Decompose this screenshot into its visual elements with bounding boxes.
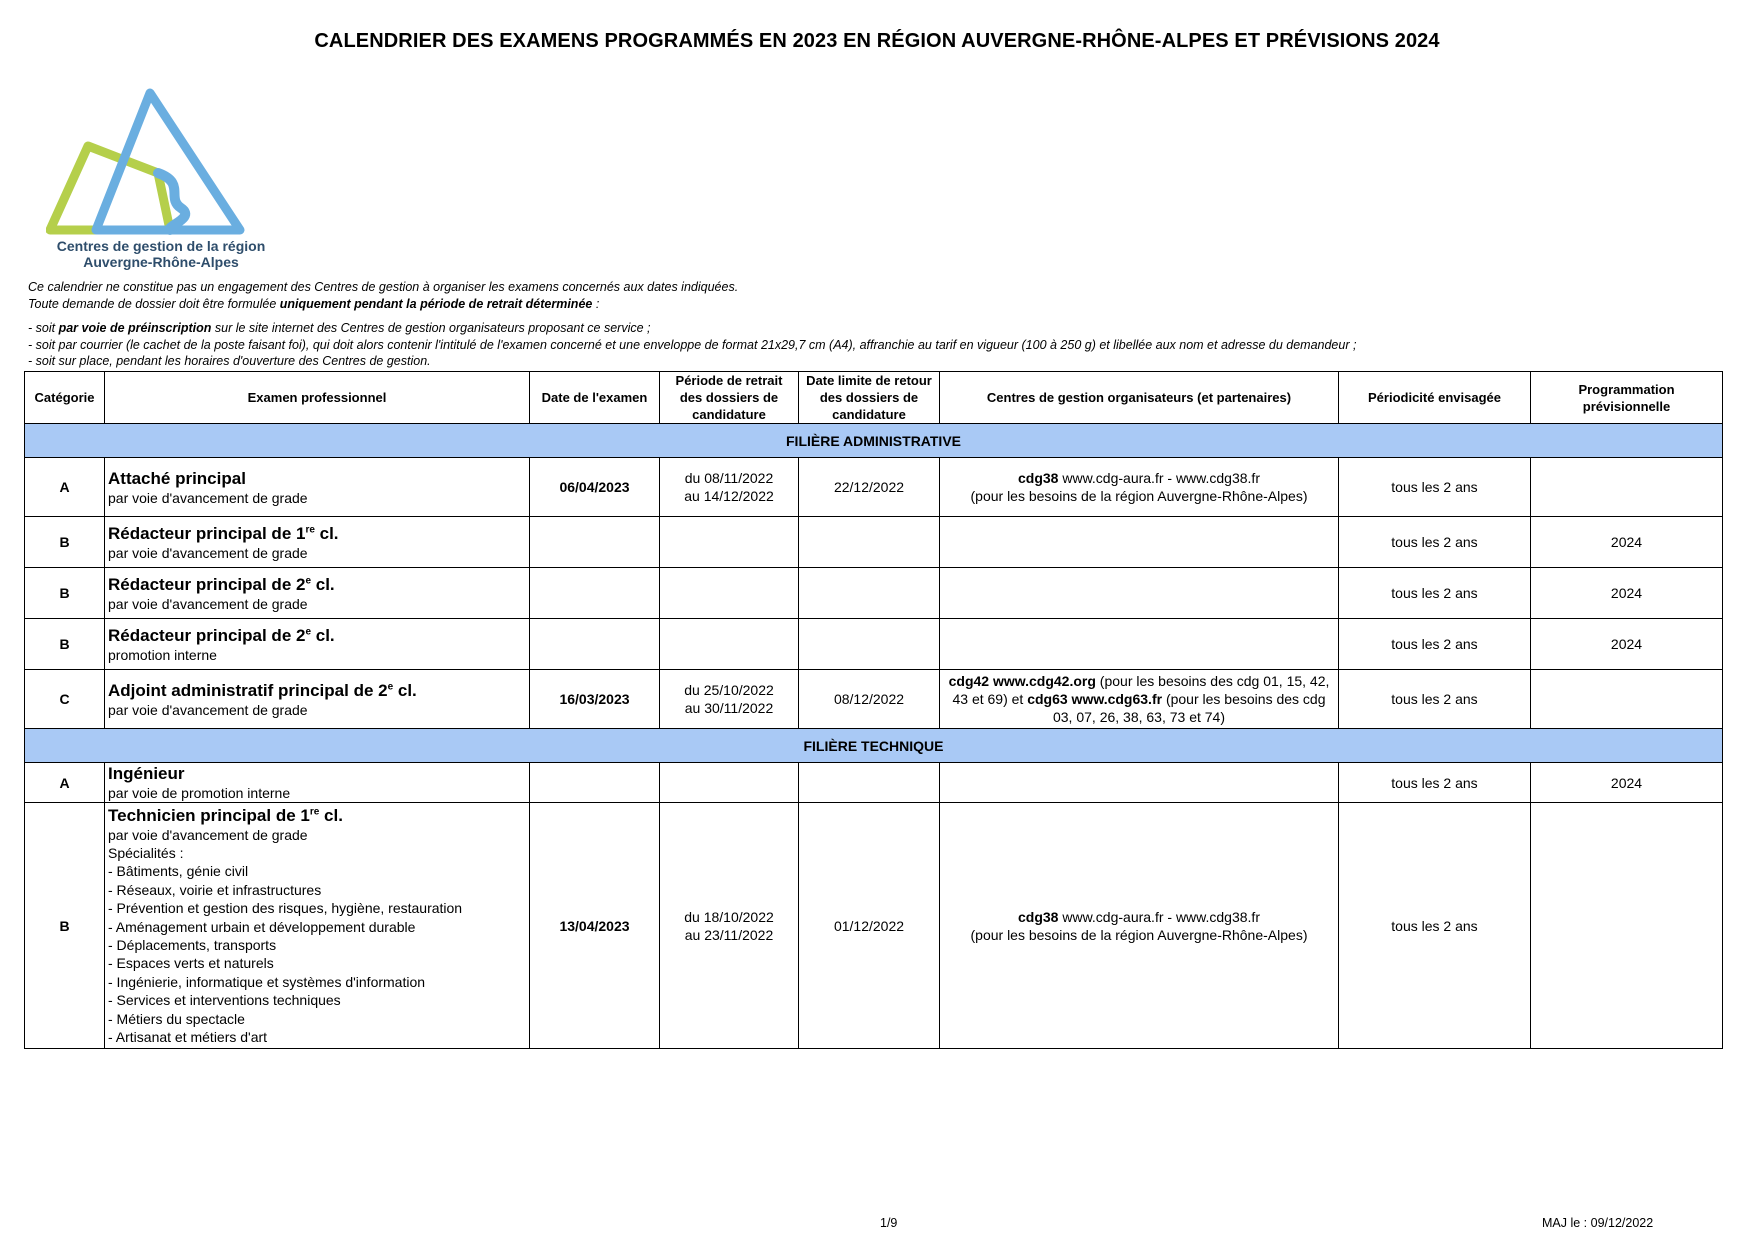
section-title: FILIÈRE TECHNIQUE (25, 729, 1723, 763)
header-cell: Examen professionnel (105, 372, 530, 424)
specialty-item: - Prévention et gestion des risques, hygiène, restauration (108, 900, 463, 917)
table-row: A Attaché principal par voie d'avancement de grade 06/04/2023 du 08/11/2022 au 14/12/2022 22/12/2022 cdg38 www.cdg-aura.fr - www.cdg38.fr (pour les besoins de la région Auvergne-Rhône-Alpes) tous les 2 ans (25, 458, 1723, 517)
specialty-item: - Bâtiments, génie civil (108, 863, 249, 880)
page-title: CALENDRIER DES EXAMENS PROGRAMMÉS EN 2023 EN RÉGION AUVERGNE-RHÔNE-ALPES ET PRÉVISIONS 2024 (314, 30, 1440, 52)
section-row (25, 424, 1723, 458)
table-header-row (25, 372, 1723, 424)
section-title: FILIÈRE ADMINISTRATIVE (25, 424, 1723, 458)
header-cell: Date de l'examen (530, 372, 660, 424)
specialty-item: - Métiers du spectacle (108, 1010, 245, 1027)
header-cell: Catégorie (25, 372, 105, 424)
specialty-item: - Artisanat et métiers d'art (108, 1029, 268, 1046)
mountain-logo-icon (46, 88, 276, 238)
header-cell: Date limite de retour des dossiers de candidature (799, 372, 940, 424)
table-row: B Rédacteur principal de 2e cl. promotion interne tous les 2 ans 2024 (25, 619, 1723, 670)
header-cell: Programmation prévisionnelle (1531, 372, 1723, 424)
specialty-item: - Espaces verts et naturels (108, 955, 274, 972)
specialty-item: - Services et interventions techniques (108, 992, 341, 1009)
table-row: B Rédacteur principal de 1re cl. par voie d'avancement de grade tous les 2 ans 2024 (25, 517, 1723, 568)
section-row (25, 729, 1723, 763)
page-number: 1/9 (880, 1216, 898, 1230)
exam-calendar-table (24, 371, 1723, 1049)
logo (46, 88, 276, 273)
header-cell: Période de retrait des dossiers de candidature (660, 372, 799, 424)
specialty-item: - Déplacements, transports (108, 937, 277, 953)
header-cell: Centres de gestion organisateurs (et partenaires) (940, 372, 1339, 424)
table-row: B Rédacteur principal de 2e cl. par voie d'avancement de grade tous les 2 ans 2024 (25, 568, 1723, 619)
header-cell: Périodicité envisagée (1339, 372, 1531, 424)
specialty-item: - Ingénierie, informatique et systèmes d'information (108, 973, 426, 990)
table-row: B Technicien principal de 1re cl. par voie d'avancement de grade Spécialités : - Bâtiments, génie civil - Réseaux, voirie et infrastructures - Prévention et gestion des risques, hygiène, restauration - Aménagement urbain et développement durable - Déplacements, transports - Espaces verts et naturels - Ingénierie, informatique et systèmes d'information - Services et interventions techniques - Métiers du spectacle - Artisanat et métiers d'art 13/04/2023 du 18/10/2022 au 23/11/2022 01/12/2022 cdg38 www.cdg-aura.fr - www.cdg38.fr (pour les besoins de la région Auvergne-Rhône-Alpes) tous les 2 ans (25, 803, 1723, 1049)
intro-text: Ce calendrier ne constitue pas un engagement des Centres de gestion à organiser les examens concernés aux dates indiquées. Toute demande de dossier doit être formulée uniquement pendant la période de retrait déterminée : - soit par voie de préinscription sur le site internet des Centres de gestion organisateurs proposant ce service ; - soit par courrier (le cachet de la poste faisant foi), qui doit alors contenir l'intitulé de l'examen concerné et une enveloppe de format 21x29,7 cm (A4), affranchie au tarif en vigueur (100 à 250 g) et libellée aux nom et adresse du demandeur ; - soit sur place, pendant les horaires d'ouverture des Centres de gestion. (28, 280, 1357, 368)
specialty-item: - Aménagement urbain et développement durable (108, 918, 416, 935)
table-row: A Ingénieur par voie de promotion interne tous les 2 ans 2024 (25, 763, 1723, 803)
specialty-item: - Réseaux, voirie et infrastructures (108, 881, 322, 898)
logo-text: Centres de gestion de la région Auvergne-Rhône-Alpes (56, 238, 266, 270)
update-date: MAJ le : 09/12/2022 (1542, 1216, 1654, 1230)
table-row: C Adjoint administratif principal de 2e cl. par voie d'avancement de grade 16/03/2023 du 25/10/2022 au 30/11/2022 08/12/2022 cdg42 www.cdg42.org (pour les besoins des cdg 01, 15, 42, 43 et 69) et cdg63 www.cdg63.fr (pour les besoins des cdg 03, 07, 26, 38, 63, 73 et 74) tous les 2 ans (25, 670, 1723, 729)
